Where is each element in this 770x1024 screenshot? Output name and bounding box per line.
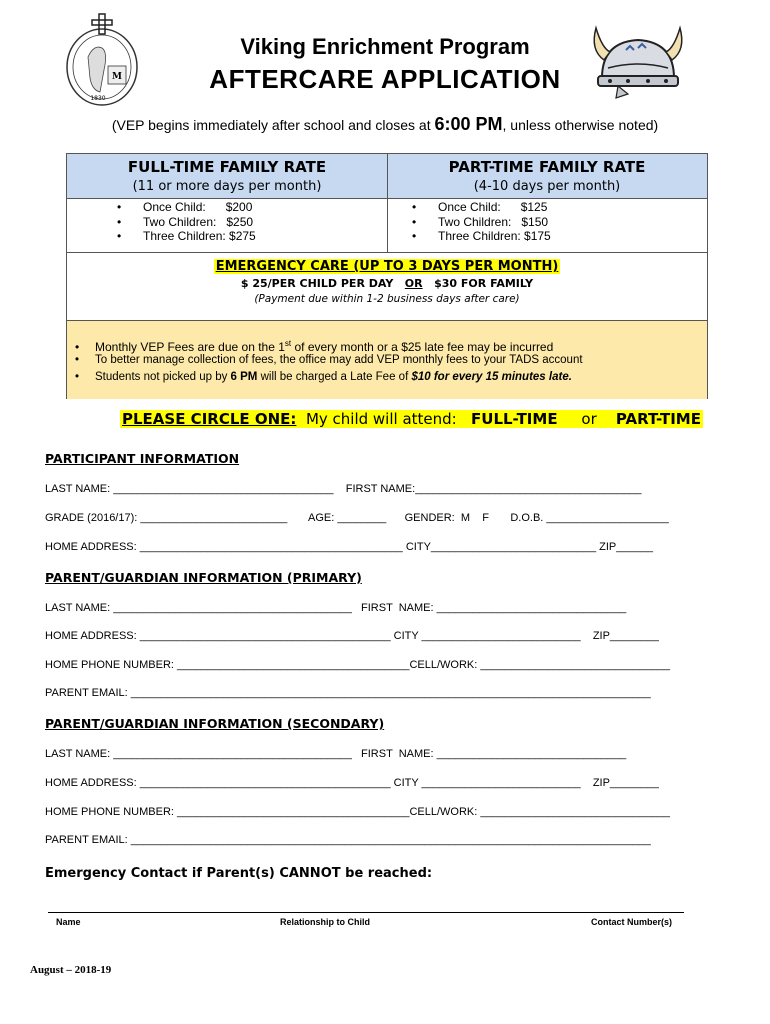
list-item: • Two Children: $150 (412, 215, 551, 230)
primary-phone-row[interactable]: HOME PHONE NUMBER: ______________________________________CELL/WORK: _______________________________ (45, 659, 671, 671)
list-item: • Three Children: $175 (412, 229, 551, 244)
secondary-guardian-heading: PARENT/GUARDIAN INFORMATION (SECONDARY) (45, 716, 385, 731)
emergency-payment-note: (Payment due within 1-2 business days after care) (254, 293, 520, 305)
part-time-rate-title: PART-TIME FAMILY RATE (448, 158, 646, 176)
hours-note-post: , unless otherwise noted) (502, 117, 659, 133)
emergency-care-section (67, 252, 707, 321)
participant-address-row[interactable]: HOME ADDRESS: ___________________________________________ CITY___________________________ ZIP______ (45, 541, 653, 553)
circle-one-text: My child will attend: (296, 410, 472, 428)
participant-name-row[interactable]: LAST NAME: ____________________________________ FIRST NAME:_____________________________________ (45, 483, 642, 495)
part-time-option[interactable]: PART-TIME (615, 410, 701, 428)
fee-note-1a: Monthly VEP Fees are due on the 1 (95, 340, 285, 354)
secondary-email-row[interactable]: PARENT EMAIL: _____________________________________________________________________________________ (45, 834, 651, 846)
primary-email-row[interactable]: PARENT EMAIL: _____________________________________________________________________________________ (45, 687, 651, 699)
primary-name-row[interactable]: LAST NAME: _______________________________________ FIRST NAME: _______________________________ (45, 602, 627, 614)
late-fee-amount: $10 for every 15 minutes late. (411, 371, 572, 383)
secondary-phone-row[interactable]: HOME PHONE NUMBER: ______________________________________CELL/WORK: _______________________________ (45, 806, 671, 818)
svg-text:M: M (112, 72, 122, 82)
footer-date: August – 2018-19 (30, 964, 112, 976)
seal-year: 1830 (90, 95, 106, 102)
rate-table (66, 153, 708, 399)
fee-note-3-bold: 6 PM (230, 371, 258, 383)
participant-section-heading: PARTICIPANT INFORMATION (45, 451, 240, 466)
emergency-care-title: EMERGENCY CARE (UP TO 3 DAYS PER MONTH) (215, 259, 559, 274)
fee-note-3b: will be charged a Late Fee of (257, 371, 412, 383)
fee-note-1-sup: st (284, 339, 292, 348)
list-item (75, 335, 583, 352)
contact-number-label: Contact Number(s) (591, 917, 673, 927)
fee-notes (67, 320, 707, 399)
fee-note-1b: of every month or a $25 late fee may be incurred (291, 340, 554, 354)
full-time-price-list (117, 200, 256, 244)
emergency-contact-heading: Emergency Contact if Parent(s) CANNOT be reached: (45, 866, 433, 881)
contact-name-label: Name (56, 917, 81, 927)
circle-or: or (557, 410, 616, 428)
part-time-days: (4-10 days per month) (473, 179, 621, 194)
application-title: AFTERCARE APPLICATION (209, 64, 561, 94)
contact-relationship-label: Relationship to Child (280, 917, 370, 927)
participant-grade-row[interactable]: GRADE (2016/17): ________________________ AGE: ________ GENDER: M F D.O.B. ____________________ (45, 512, 669, 524)
circle-one-label: PLEASE CIRCLE ONE: (122, 410, 297, 428)
primary-guardian-heading: PARENT/GUARDIAN INFORMATION (PRIMARY) (45, 570, 362, 585)
list-item: • To better manage collection of fees, the office may add VEP monthly fees to your TADS account (75, 352, 583, 369)
list-item: • Three Children: $275 (117, 229, 256, 244)
fee-note-3a: Students not picked up by (95, 371, 231, 383)
full-time-option[interactable]: FULL-TIME (471, 410, 558, 428)
list-item: • Once Child: $200 (117, 200, 256, 215)
primary-address-row[interactable]: HOME ADDRESS: _________________________________________ CITY __________________________ ZIP________ (45, 630, 659, 642)
closing-time: 6:00 PM (434, 114, 503, 134)
program-title: Viking Enrichment Program (240, 34, 530, 59)
secondary-address-row[interactable]: HOME ADDRESS: _________________________________________ CITY __________________________ ZIP________ (45, 777, 659, 789)
hours-note-pre: (VEP begins immediately after school and closes at (111, 117, 435, 133)
secondary-name-row[interactable]: LAST NAME: _______________________________________ FIRST NAME: _______________________________ (45, 748, 627, 760)
full-time-rate-title: FULL-TIME FAMILY RATE (127, 158, 327, 176)
hours-note (0, 114, 770, 135)
emergency-contact-line[interactable] (48, 912, 684, 913)
emergency-price-family: $30 FOR FAMILY (422, 277, 534, 290)
list-item: • Once Child: $125 (412, 200, 551, 215)
list-item (75, 369, 583, 386)
list-item: • Two Children: $250 (117, 215, 256, 230)
emergency-price-or: OR (404, 277, 423, 290)
attendance-choice (120, 410, 703, 428)
part-time-price-list (412, 200, 551, 244)
emergency-price-child: $ 25/PER CHILD PER DAY (240, 277, 405, 290)
full-time-days: (11 or more days per month) (132, 179, 322, 194)
emergency-care-price (67, 277, 707, 290)
